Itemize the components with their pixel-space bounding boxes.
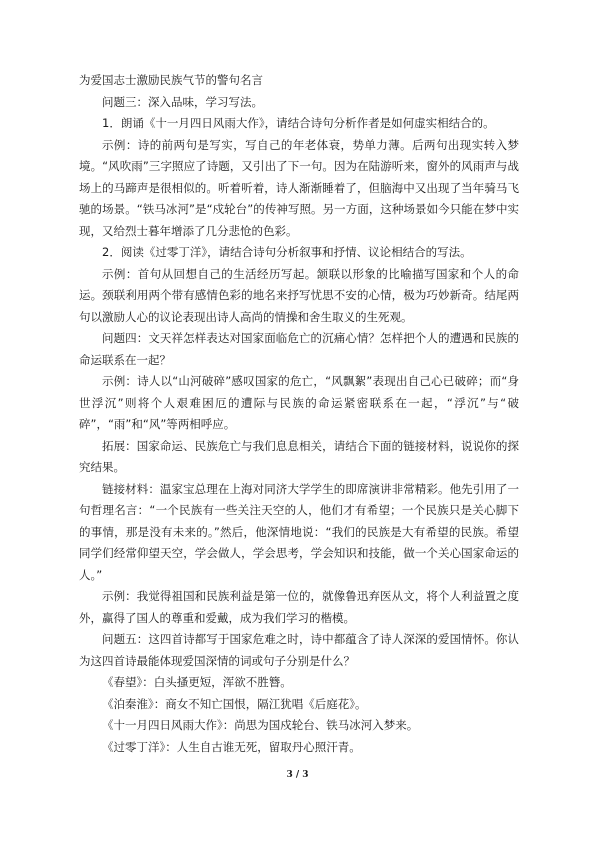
paragraph-poem-lingdingyang: 《过零丁洋》：人生自古谁无死，留取丹心照汗青。 [102, 739, 361, 754]
page-number: 3 / 3 [286, 770, 309, 780]
paragraph-intro-line: 为爱国志士激励民族气节的警句名言 [79, 73, 263, 87]
paragraph-example-three: 示例：诗人以“山河破碎”感叹国家的危亡，“风飘絮”表现出自己心已破碎；而“身世浮沉”则将个人艰难困厄的遭际与民族的命运紧密联系在一起，“浮沉”与“破碎”，“雨”和“风”等两相呼应。 [79, 374, 519, 431]
paragraph-example-four: 示例：我觉得祖国和民族利益是第一位的，就像鲁迅弃医从文，将个人利益置之度外，赢得了国人的尊重和爱戴，成为我们学习的楷模。 [79, 589, 519, 625]
paragraph-poem-chunwang: 《春望》：白头搔更短，浑欲不胜簪。 [102, 675, 292, 689]
paragraph-linked-material: 链接材料：温家宝总理在上海对同济大学学生的即席演讲非常精彩。他先引用了一句哲理名言：“一个民族有一些关注天空的人，他们才有希望；一个民族只是关心脚下的事情，那是没有未来的。”然后，他深情地说：“我们的民族是大有希望的民族。希望同学们经常仰望天空，学会做人，学会思考，学会知识和技能，做一个关心国家命运的人。” [79, 481, 519, 582]
paragraph-question-three: 问题三：深入品味，学习写法。 [102, 94, 263, 109]
paragraph-poem-boqinhuai: 《泊秦淮》：商女不知亡国恨，隔江犹唱《后庭花》。 [102, 696, 367, 711]
paragraph-task-two: 2．阅读《过零丁洋》，请结合诗句分析叙事和抒情、议论相结合的写法。 [102, 245, 472, 259]
paragraph-question-four: 问题四：文天祥怎样表达对国家面临危亡的沉痛心情？怎样把个人的遭遇和民族的命运联系在一起？ [79, 331, 519, 367]
document-body [79, 70, 519, 758]
paragraph-extension: 拓展：国家命运、民族危亡与我们息息相关，请结合下面的链接材料，说说你的探究结果。 [79, 438, 519, 474]
paragraph-example-two: 示例：首句从回想自己的生活经历写起。颔联以形象的比喻描写国家和个人的命运。颈联利用两个带有感情色彩的地名来抒写忧思不安的心情，极为巧妙新奇。结尾两句以激励人心的议论表现出诗人高尚的情操和舍生取义的生死观。 [79, 266, 519, 324]
paragraph-task-one: 1．朗诵《十一月四日风雨大作》，请结合诗句分析作者是如何虚实相结合的。 [102, 116, 495, 130]
paragraph-example-one: 示例：诗的前两句是写实，写自己的年老体衰，势单力薄。后两句出现实转入梦境。“风吹雨”三字照应了诗题，又引出了下一句。因为在陆游听来，窗外的风雨声与战场上的马蹄声是很相似的。听着听着，诗人渐渐睡着了，但脑海中又出现了当年骑马飞驰的场景。“铁马冰河”是“戍轮台”的传神写照。另一方面，这种场景如今只能在梦中实现，又给烈士暮年增添了几分悲怆的色彩。 [79, 137, 519, 238]
paragraph-poem-fengyu: 《十一月四日风雨大作》：尚思为国戍轮台、铁马冰河入梦来。 [102, 718, 419, 732]
paragraph-question-five: 问题五：这四首诗都写于国家危难之时，诗中都蕴含了诗人深深的爱国情怀。你认为这四首诗最能体现爱国深情的词或句子分别是什么？ [79, 632, 519, 668]
